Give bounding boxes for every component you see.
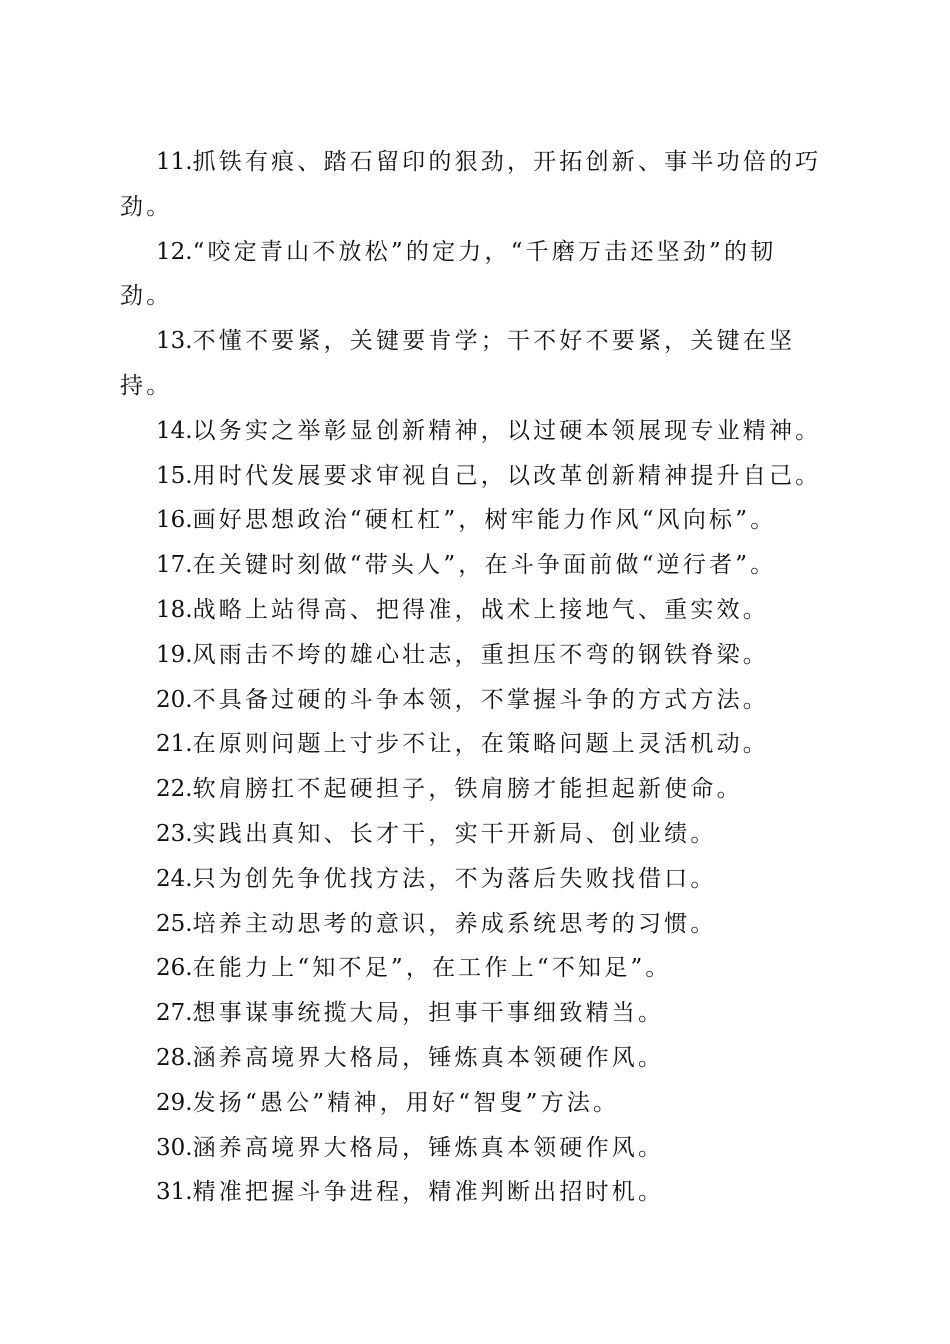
list-item xyxy=(120,409,825,454)
item-text: 涵养高境界大格局，锤炼真本领硬作风。 xyxy=(192,1134,665,1161)
item-text: 实践出真知、长才干，实干开新局、创业绩。 xyxy=(192,820,717,847)
item-text: “咬定青山不放松”的定力，“千磨万击还坚劲”的韧劲。 xyxy=(120,238,777,310)
list-item xyxy=(120,857,825,902)
item-number: 27. xyxy=(156,1000,193,1027)
list-item xyxy=(120,902,825,947)
item-number: 23. xyxy=(156,820,193,847)
item-number: 24. xyxy=(156,865,193,892)
item-text: 画好思想政治“硬杠杠”，树牢能力作风“风向标”。 xyxy=(192,507,777,534)
item-number: 21. xyxy=(156,731,193,758)
item-number: 20. xyxy=(156,686,193,713)
item-text: 想事谋事统揽大局，担事干事细致精当。 xyxy=(192,1000,665,1027)
item-number: 29. xyxy=(156,1089,193,1116)
item-number: 18. xyxy=(156,596,193,623)
list-item xyxy=(120,946,825,991)
list-item xyxy=(120,678,825,723)
list-item xyxy=(120,633,825,678)
item-number: 25. xyxy=(156,910,193,937)
list-item xyxy=(120,498,825,543)
item-text: 涵养高境界大格局，锤炼真本领硬作风。 xyxy=(192,1044,665,1071)
list-item xyxy=(120,1170,825,1215)
item-number: 12. xyxy=(156,238,193,265)
item-text: 在能力上“知不足”，在工作上“不知足”。 xyxy=(192,955,672,982)
item-text: 发扬“愚公”精神，用好“智叟”方法。 xyxy=(192,1089,620,1116)
item-number: 31. xyxy=(156,1179,193,1206)
item-number: 17. xyxy=(156,552,193,579)
item-number: 22. xyxy=(156,776,193,803)
item-text: 不懂不要紧，关键要肯学；干不好不要紧，关键在坚持。 xyxy=(120,328,796,399)
item-number: 14. xyxy=(156,417,193,444)
item-text: 在关键时刻做“带头人”，在斗争面前做“逆行者”。 xyxy=(192,552,777,579)
list-item xyxy=(120,1036,825,1081)
list-item xyxy=(120,767,825,812)
item-text: 用时代发展要求审视自己，以改革创新精神提升自己。 xyxy=(192,462,822,489)
list-item xyxy=(120,319,825,409)
item-text: 风雨击不垮的雄心壮志，重担压不弯的钢铁脊梁。 xyxy=(192,641,769,668)
item-text: 不具备过硬的斗争本领，不掌握斗争的方式方法。 xyxy=(192,686,769,713)
list-item xyxy=(120,543,825,588)
item-text: 软肩膀扛不起硬担子，铁肩膀才能担起新使命。 xyxy=(192,776,743,803)
list-item xyxy=(120,140,825,230)
list-item xyxy=(120,812,825,857)
item-text: 培养主动思考的意识，养成系统思考的习惯。 xyxy=(192,910,717,937)
list-item xyxy=(120,991,825,1036)
item-number: 13. xyxy=(156,328,193,355)
item-number: 11. xyxy=(156,149,193,175)
item-text: 战略上站得高、把得准，战术上接地气、重实效。 xyxy=(192,596,769,623)
list-item xyxy=(120,1081,825,1126)
document-body xyxy=(120,140,825,1215)
item-text: 只为创先争优找方法，不为落后失败找借口。 xyxy=(192,865,717,892)
item-number: 15. xyxy=(156,462,193,489)
list-item xyxy=(120,230,825,320)
item-text: 在原则问题上寸步不让，在策略问题上灵活机动。 xyxy=(192,731,769,758)
item-number: 19. xyxy=(156,641,193,668)
item-number: 28. xyxy=(156,1044,193,1071)
item-text: 以务实之举彰显创新精神，以过硬本领展现专业精神。 xyxy=(192,417,822,444)
item-number: 16. xyxy=(156,507,193,534)
item-number: 30. xyxy=(156,1134,193,1161)
list-item xyxy=(120,722,825,767)
item-text: 精准把握斗争进程，精准判断出招时机。 xyxy=(192,1179,665,1206)
list-item xyxy=(120,588,825,633)
list-item xyxy=(120,454,825,499)
list-item xyxy=(120,1126,825,1171)
item-number: 26. xyxy=(156,955,193,982)
item-text: 抓铁有痕、踏石留印的狠劲，开拓创新、事半功倍的巧劲。 xyxy=(120,149,822,220)
